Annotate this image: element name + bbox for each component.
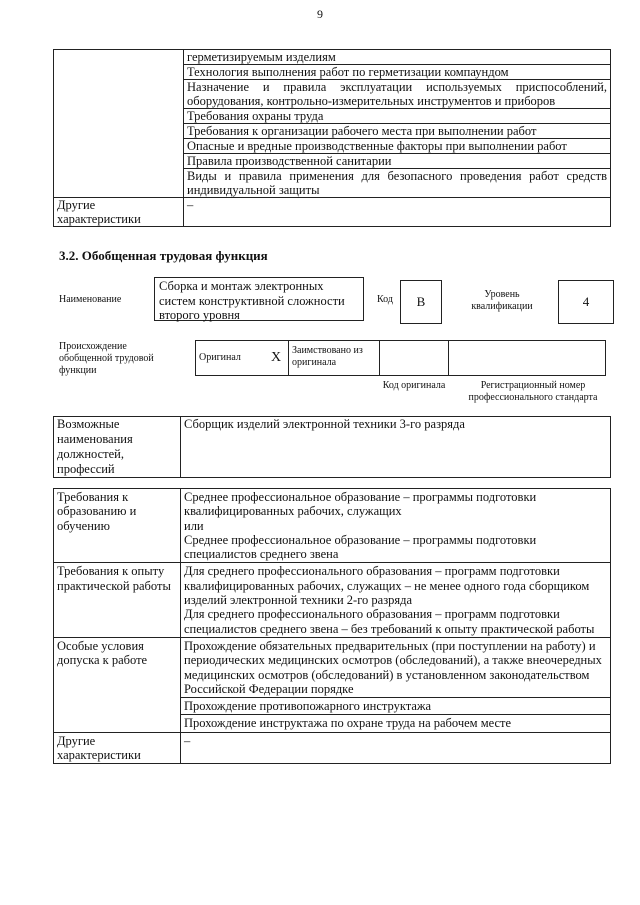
education-cell — [181, 489, 611, 563]
positions-value: Сборщик изделий электронной техники 3-го разряда — [181, 417, 611, 478]
requirements-table — [53, 488, 611, 764]
page-number: 9 — [317, 7, 323, 21]
education-line: или — [184, 518, 204, 533]
other-characteristics-value: – — [181, 732, 611, 764]
table-row — [54, 489, 611, 563]
admission-row: Прохождение обязательных предварительных (при поступлении на работу) и периодических медицинских осмотров (обследований), а также внеочередных медицинских осмотров (обследований) в установленном законодательством Российской Федерации порядке — [181, 637, 611, 697]
qualification-level-label: Уровень квалификации — [471, 289, 533, 312]
table-cell: Правила производственной санитарии — [184, 154, 611, 169]
admission-label: Особые условия допуска к работе — [54, 637, 181, 732]
origin-table — [195, 340, 606, 376]
other-characteristics-value: – — [184, 198, 611, 227]
code-label: Код — [377, 294, 393, 305]
admission-row: Прохождение инструктажа по охране труда на рабочем месте — [181, 715, 611, 732]
reg-number-label: Регистрационный номер профессионального стандарта — [468, 380, 598, 403]
experience-label: Требования к опыту практической работы — [54, 563, 181, 637]
table-cell: Опасные и вредные производственные факторы при выполнении работ — [184, 139, 611, 154]
reg-number-cell — [449, 341, 606, 376]
experience-line: Для среднего профессионального образования – программ подготовки квалифицированных рабочих, служащих – не менее одного года сборщиком изделий электронной техники 2-го разряда — [184, 564, 590, 608]
code-original-cell — [380, 341, 449, 376]
table-row — [54, 732, 611, 764]
section-title: 3.2. Обобщенная трудовая функция — [59, 248, 268, 263]
empty-label-cell — [54, 50, 184, 198]
other-characteristics-label: Другие характеристики — [54, 732, 181, 764]
positions-table — [53, 416, 611, 478]
table-cell: герметизируемым изделиям — [184, 50, 611, 65]
table-cell: Виды и правила применения для безопасного проведения работ средств индивидуальной защиты — [184, 169, 611, 198]
table-cell: Требования охраны труда — [184, 109, 611, 124]
original-mark: X — [264, 341, 289, 376]
table-cell: Требования к организации рабочего места при выполнении работ — [184, 124, 611, 139]
name-label: Наименование — [59, 294, 122, 305]
other-characteristics-label: Другие характеристики — [54, 198, 184, 227]
table-row — [54, 637, 611, 697]
education-line: Среднее профессиональное образование – программы подготовки специалистов среднего звена — [184, 532, 537, 562]
origin-label: Происхождение обобщенной трудовой функции — [59, 341, 154, 376]
borrowed-label: Заимствовано из оригинала — [289, 341, 380, 376]
table-row — [54, 50, 611, 65]
table-row — [54, 563, 611, 637]
table-row — [54, 198, 611, 227]
function-name-box: Сборка и монтаж электронных систем конструктивной сложности второго уровня — [154, 277, 364, 321]
positions-label: Возможные наименования должностей, профессий — [54, 417, 181, 478]
education-line: Среднее профессиональное образование – программы подготовки квалифицированных рабочих, служащих — [184, 490, 537, 519]
code-original-label: Код оригинала — [382, 380, 446, 391]
table-cell: Технология выполнения работ по герметизации компаундом — [184, 65, 611, 80]
code-box: B — [400, 280, 442, 324]
table-row — [196, 341, 606, 376]
qualification-level-box: 4 — [558, 280, 614, 324]
table-cell: Назначение и правила эксплуатации используемых приспособлений, оборудования, контрольно-измерительных инструментов и приборов — [184, 80, 611, 109]
experience-line: Для среднего профессионального образования – программ подготовки специалистов среднего звена – без требований к опыту практической работы — [184, 607, 595, 636]
admission-row: Прохождение противопожарного инструктажа — [181, 698, 611, 715]
knowledge-table — [53, 49, 611, 227]
experience-cell — [181, 563, 611, 637]
original-label: Оригинал — [196, 341, 265, 376]
education-label: Требования к образованию и обучению — [54, 489, 181, 563]
table-row — [54, 417, 611, 478]
